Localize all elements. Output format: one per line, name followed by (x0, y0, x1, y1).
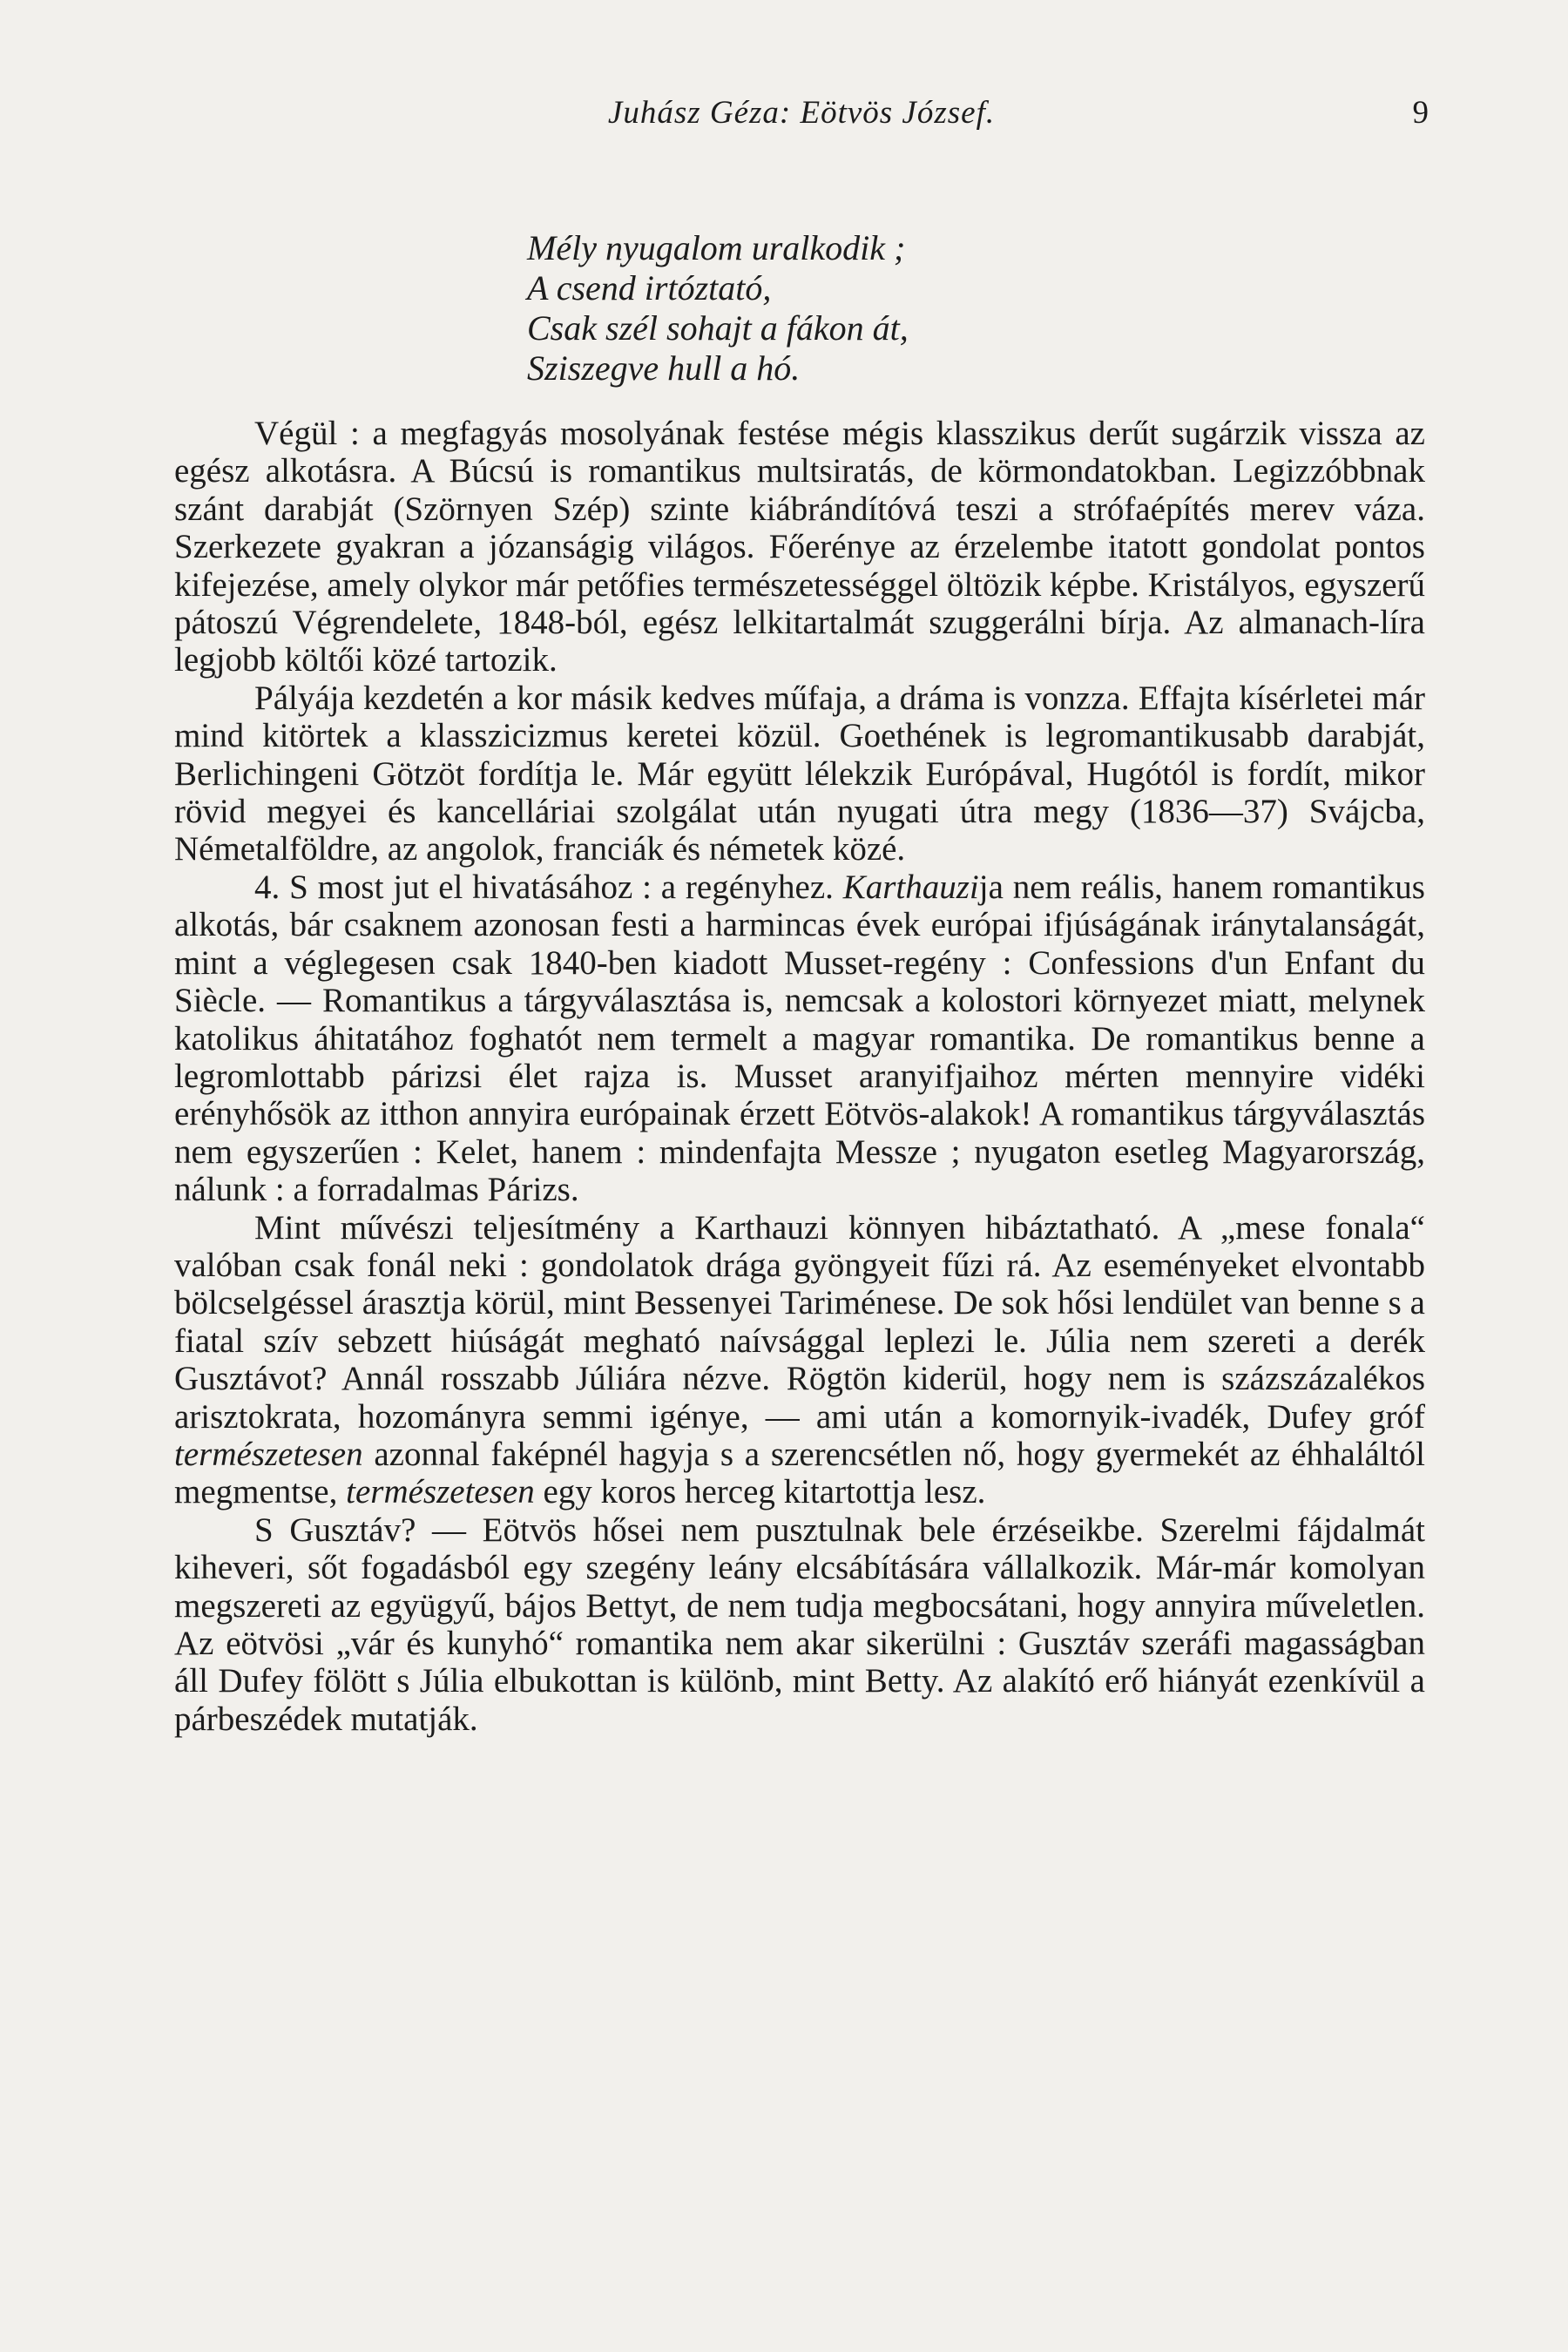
page-header (174, 94, 1429, 146)
paragraph-3 (174, 868, 1425, 1209)
body-text (174, 415, 1425, 1738)
running-title: Juhász Géza: Eötvös József. (607, 95, 996, 131)
termeszetesen-italic-1: természetesen (174, 1435, 363, 1473)
paragraph-4-text-c: egy koros herceg kitartottja lesz. (534, 1473, 986, 1511)
poem-line: Csak szél sohajt a fákon át, (527, 308, 909, 348)
poem-line: Mély nyugalom uralkodik ; (527, 228, 906, 267)
paragraph-5: S Gusztáv? — Eötvös hősei nem pusztulnak bele érzéseikbe. Szerelmi fájdalmát kiheveri, sőt fogadásból egy szegény leány elcsábítására vállalkozik. Már-már komolyan megszereti az együgyű, bájos Bettyt, de nem tudja megbocsátani, hogy annyira műveletlen. Az eötvösi „vár és kunyhó“ romantika nem akar sikerülni : Gusztáv szeráfi magasságban áll Dufey fölött s Júlia elbukottan is különb, mint Betty. Az alakító erő hiányát ezenkívül a párbeszédek mutatják. (174, 1511, 1425, 1738)
paragraph-4-text-b: azonnal faképnél hagyja s a szerencsétlen nő, hogy gyermekét az éhhaláltól megmentse, (174, 1435, 1425, 1511)
paragraph-4-text-a: Mint művészi teljesítmény a Karthauzi könnyen hibáztatható. A „mese fonala“ valóban csak fonál neki : gondolatok drága gyöngyeit fűzi rá. Az eseményeket elvontabb bölcselgéssel árasztja körül, mint Bessenyei Tariménese. De sok hősi lendület van benne s a fiatal szív sebzett hiúságát megható naívsággal leplezi le. Júlia nem szereti a derék Gusztávot? Annál rosszabb Júliára nézve. Rögtön kiderül, hogy nem is százszázalékos arisztokrata, hozományra semmi igénye, — ami után a komornyik-ivadék, Dufey gróf (174, 1208, 1425, 1436)
termeszetesen-italic-2: természetesen (346, 1473, 535, 1511)
page-number: 9 (1412, 95, 1429, 131)
poem-quote (527, 228, 1137, 389)
paragraph-1: Végül : a megfagyás mosolyának festése mégis klasszikus derűt sugárzik vissza az egész alkotásra. A Búcsú is romantikus multsiratás, de körmondatokban. Legizzóbbnak szánt darabját (Szörnyen Szép) szinte kiábrándítóvá teszi a strófaépítés merev váza. Szerkezete gyakran a józanságig világos. Főerénye az érzelembe itatott gondolat pontos kifejezése, amely olykor már petőfies természetességgel öltözik képbe. Kristályos, egyszerű pátoszú Végrendelete, 1848-ból, egész lelkitartalmát szuggerálni bírja. Az almanach-líra legjobb költői közé tartozik. (174, 415, 1425, 679)
karthauzi-italic: Karthauzi (842, 868, 979, 906)
paragraph-2: Pályája kezdetén a kor másik kedves műfaja, a dráma is vonzza. Effajta kísérletei már mind kitörtek a klasszicizmus keretei közül. Goethének is legromantikusabb darabját, Berlichingeni Götzöt fordítja le. Már együtt lélekzik Európával, Hugótól is fordít, mikor rövid megyei és kancelláriai szolgálat után nyugati útra megy (1836—37) Svájcba, Németalföldre, az angolok, franciák és németek közé. (174, 679, 1425, 868)
poem-line: A csend irtóztató, (527, 268, 772, 308)
paragraph-3-text-b: ja nem reális, hanem romantikus alkotás, bár csaknem azonosan festi a harmincas évek európai ifjúságának iránytalanságát, mint a véglegesen csak 1840-ben kiadott Musset-regény : Confessions d'un Enfant du Siècle. — Romantikus a tárgyválasztása is, nemcsak a kolostori környezet miatt, melynek katolikus áhitatához foghatót nem termelt a magyar romantika. De romantikus benne a legromlottabb párizsi élet rajza is. Musset aranyifjaihoz mérten mennyire vidéki erényhősök az itthon annyira európainak érzett Eötvös-alakok! A romantikus tárgyválasztás nem egyszerűen : Kelet, hanem : mindenfajta Messze ; nyugaton esetleg Magyarország, nálunk : a forradalmas Párizs. (174, 868, 1425, 1209)
poem-line: Sziszegve hull a hó. (527, 348, 801, 388)
paragraph-4 (174, 1209, 1425, 1511)
paragraph-3-text-a: 4. S most jut el hivatásához : a regényhez. (254, 868, 843, 906)
